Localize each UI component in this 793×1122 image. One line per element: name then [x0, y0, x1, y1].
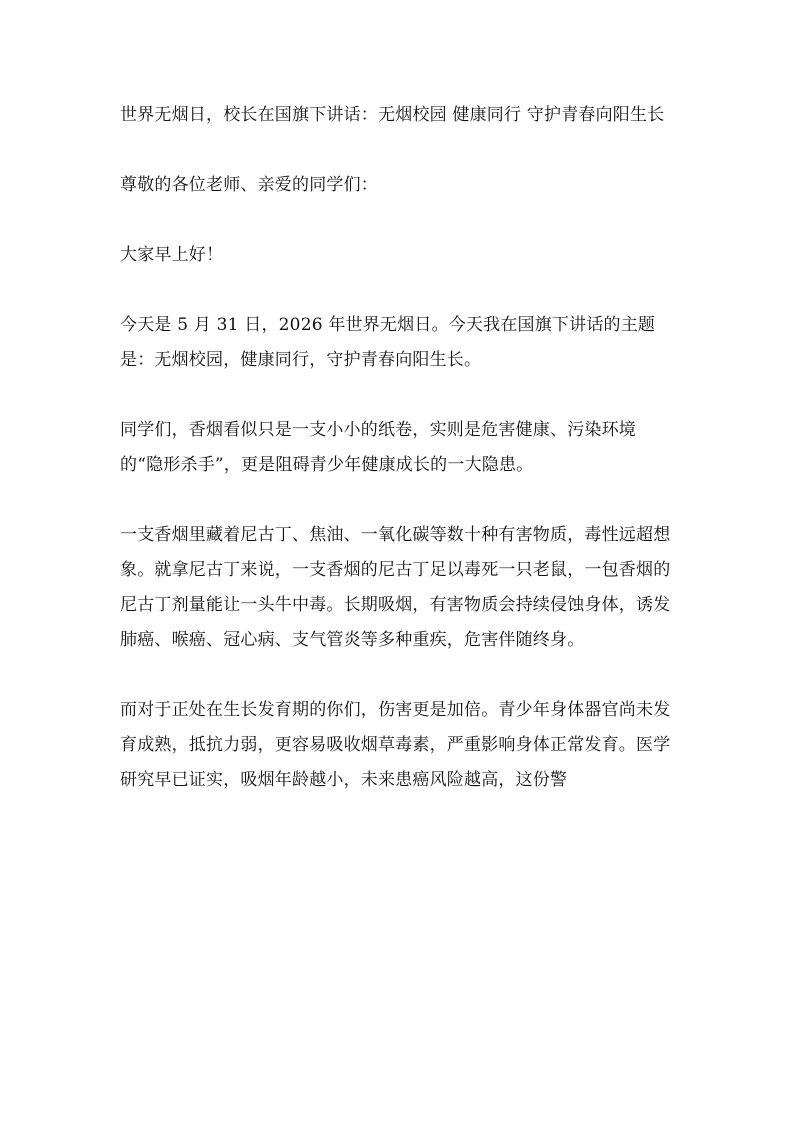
document-body [120, 98, 676, 833]
paragraph-harmful-substances: 一支香烟里藏着尼古丁、焦油、一氧化碳等数十种有害物质，毒性远超想象。就拿尼古丁来说，一支香烟的尼古丁足以毒死一只老鼠，一包香烟的尼古丁剂量能让一头牛中毒。长期吸烟，有害物质会持续侵蚀身体，诱发肺癌、喉癌、冠心病、支气管炎等多种重疾，危害伴随终身。 [120, 525, 671, 650]
paragraph-hidden-killer: 同学们，香烟看似只是一支小小的纸卷，实则是危害健康、污染环境的“隐形杀手”，更是阻碍青少年健康成长的一大隐患。 [120, 420, 636, 475]
paragraph-youth-harm: 而对于正处在生长发育期的你们，伤害更是加倍。青少年身体器官尚未发育成熟，抵抗力弱，更容易吸收烟草毒素，严重影响身体正常发育。医学研究早已证实，吸烟年龄越小，未来患癌风险越高，这份警 [120, 700, 671, 790]
salutation: 尊敬的各位老师、亲爱的同学们： [120, 175, 378, 195]
speech-title: 世界无烟日，校长在国旗下讲话：无烟校园 健康同行 守护青春向阳生长 [120, 105, 665, 125]
greeting: 大家早上好！ [120, 245, 224, 265]
paragraph-intro: 今天是 5 月 31 日，2026 年世界无烟日。今天我在国旗下讲话的主题是：无烟校园，健康同行，守护青春向阳生长。 [120, 315, 656, 370]
